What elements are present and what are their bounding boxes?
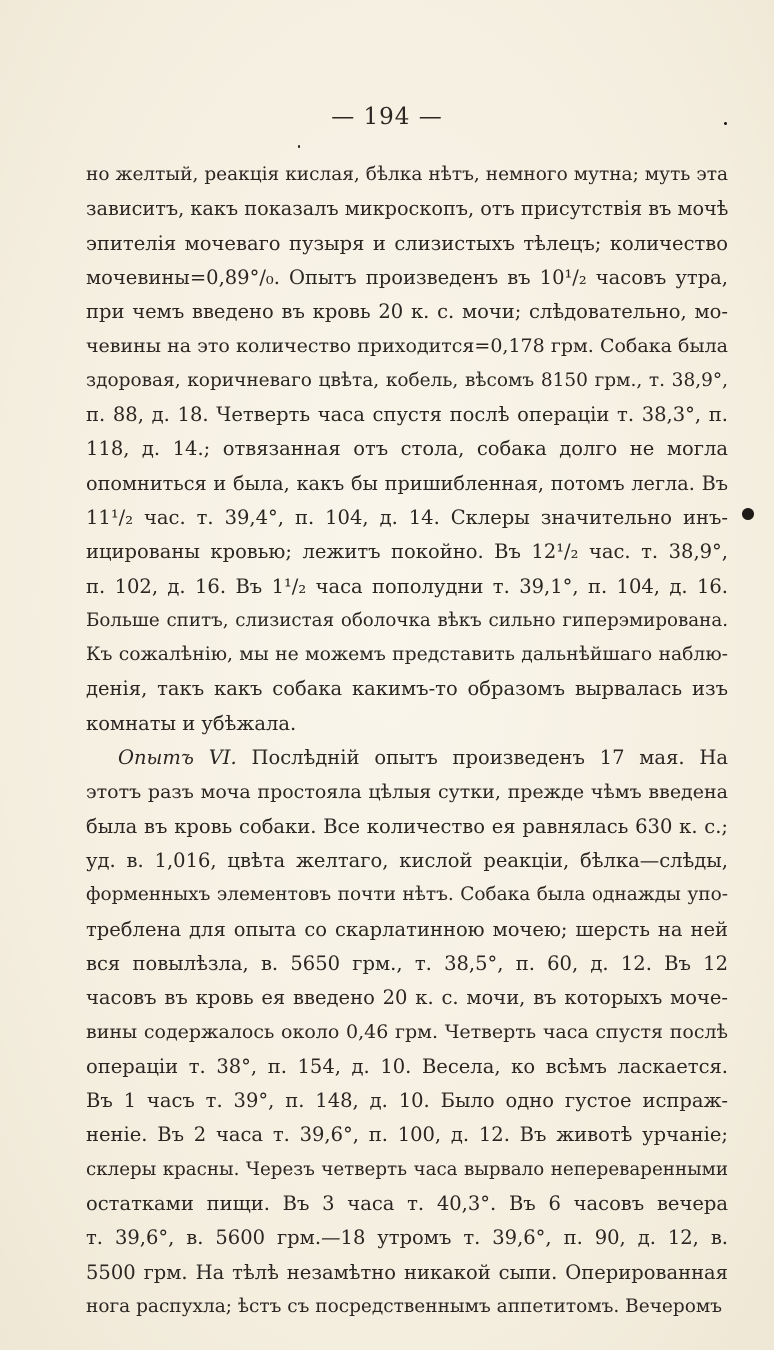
text-line: денія, такъ какъ собака какимъ-то образомъ вырвалась изъ [86, 677, 728, 701]
text-line: Къ сожалѣнію, мы не можемъ представить дальнѣйшаго наблю- [86, 644, 728, 666]
text-line: комнаты и убѣжала. [86, 711, 297, 735]
ink-speck [298, 145, 300, 148]
text-line: Больше спитъ, слизистая оболочка вѣкъ сильно гиперэмирована. [86, 609, 728, 631]
text-line: ицированы кровью; лежитъ покойно. Въ 12¹/₂ час. т. 38,9°, [86, 540, 728, 564]
page-number: — 194 — [331, 104, 443, 130]
experiment-first-line: Послѣдній опытъ произведенъ 17 мая. На [251, 746, 728, 770]
text-line: остатками пищи. Въ 3 часа т. 40,3°. Въ 6 часовъ вечера [86, 1191, 728, 1215]
experiment-heading: Опытъ VI. [118, 746, 237, 770]
text-line: уд. в. 1,016, цвѣта желтаго, кислой реакціи, бѣлка—слѣды, [86, 848, 728, 872]
text-line: эпителія мочеваго пузыря и слизистыхъ тѣлецъ; количество [86, 231, 728, 255]
text-line: зависитъ, какъ показалъ микроскопъ, отъ присутствія въ мочѣ [86, 197, 728, 221]
text-line: вины содержалось около 0,46 грм. Четверть часа спустя послѣ [86, 1021, 728, 1044]
text-line: здоровая, коричневаго цвѣта, кобель, вѣсомъ 8150 грм., т. 38,9°, [86, 369, 728, 391]
ink-speck [724, 122, 727, 125]
text-line: 5500 грм. На тѣлѣ незамѣтно никакой сыпи. Оперированная [86, 1260, 728, 1284]
experiment-paragraph-start [86, 741, 728, 775]
text-line: при чемъ введено въ кровь 20 к. с. мочи; слѣдовательно, мо- [86, 300, 728, 324]
text-line: неніе. Въ 2 часа т. 39,6°, п. 100, д. 12. Въ животѣ урчаніе; [86, 1123, 728, 1147]
text-line: мочевины=0,89°/₀. Опытъ произведенъ въ 10¹/₂ часовъ утра, [86, 265, 728, 289]
text-line: опомниться и была, какъ бы пришибленная, потомъ легла. Въ [86, 471, 728, 495]
text-line: этотъ разъ моча простояла цѣлыя сутки, прежде чѣмъ введена [86, 781, 728, 804]
text-line: операціи т. 38°, п. 154, д. 10. Весела, ко всѣмъ ласкается. [86, 1054, 728, 1078]
text-line: форменныхъ элементовъ почти нѣтъ. Собака была однажды упо- [86, 884, 728, 906]
text-line: 11¹/₂ час. т. 39,4°, п. 104, д. 14. Склеры значительно инъ- [86, 505, 728, 529]
text-line: склеры красны. Черезъ четверть часа вырвало непереваренными [86, 1158, 728, 1180]
body-text [86, 158, 728, 1324]
text-line: но желтый, реакція кислая, бѣлка нѣтъ, немного мутна; муть эта [86, 164, 728, 185]
text-line: 118, д. 14.; отвязанная отъ стола, собака долго не могла [86, 437, 728, 461]
ink-blot [742, 508, 754, 520]
text-line: нога распухла; ѣстъ съ посредственнымъ аппетитомъ. Вечеромъ [86, 1295, 723, 1317]
text-line: т. 39,6°, в. 5600 грм.—18 утромъ т. 39,6°, п. 90, д. 12, в. [86, 1226, 728, 1250]
text-line: чевины на это количество приходится=0,178 грм. Собака была [86, 335, 728, 358]
text-line: п. 88, д. 18. Четверть часа спустя послѣ операціи т. 38,3°, п. [86, 403, 728, 427]
text-line: была въ кровь собаки. Все количество ея равнялась 630 к. с.; [86, 814, 728, 838]
text-line: Въ 1 часъ т. 39°, п. 148, д. 10. Было одно густое испраж- [86, 1089, 728, 1113]
text-line: часовъ въ кровь ея введено 20 к. с. мочи, въ которыхъ моче- [86, 986, 728, 1010]
text-line: вся повылѣзла, в. 5650 грм., т. 38,5°, п. 60, д. 12. Въ 12 [86, 951, 728, 975]
text-line: п. 102, д. 16. Въ 1¹/₂ часа пополудни т. 39,1°, п. 104, д. 16. [86, 574, 728, 598]
text-line: треблена для опыта со скарлатинною мочею; шерсть на ней [86, 917, 728, 941]
